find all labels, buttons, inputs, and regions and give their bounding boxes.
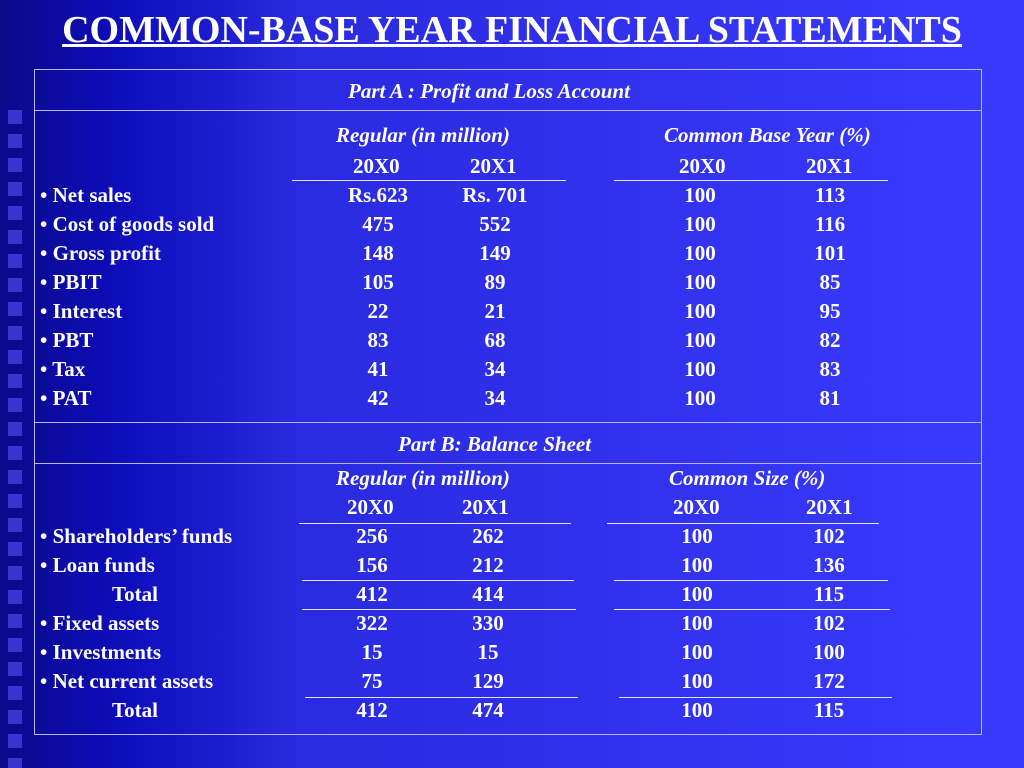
common-20x0-value: 100 — [684, 183, 716, 207]
regular-20x1-value: 552 — [479, 212, 511, 236]
regular-20x1-value: 34 — [484, 357, 506, 381]
regular-20x1-value: 330 — [472, 611, 504, 635]
regular-20x1-value: 474 — [472, 698, 504, 722]
common-20x0-value: 100 — [684, 270, 716, 294]
subtotal-line — [302, 609, 576, 610]
row-label: • Shareholders’ funds — [40, 524, 233, 548]
common-20x1-value: 172 — [813, 669, 845, 693]
regular-20x0-value: 475 — [362, 212, 394, 236]
regular-20x1-value: Rs. 701 — [462, 183, 528, 207]
regular-20x0-value: 412 — [356, 582, 388, 606]
page-title: COMMON-BASE YEAR FINANCIAL STATEMENTS — [62, 9, 962, 51]
regular-20x0-value: 412 — [356, 698, 388, 722]
common-20x1-value: 101 — [814, 241, 846, 265]
common-20x1-value: 115 — [813, 582, 845, 606]
row-label: • Net current assets — [40, 669, 214, 693]
part-b-common-header: Common Size (%) — [669, 466, 826, 490]
regular-20x1-value: 68 — [484, 328, 506, 352]
common-20x0-value: 100 — [681, 669, 713, 693]
regular-20x1-value: 129 — [472, 669, 504, 693]
regular-20x0-value: Rs.623 — [347, 183, 409, 207]
common-20x1-value: 100 — [813, 640, 845, 664]
row-label: Total — [112, 698, 158, 722]
part-b-year-common-0: 20X0 — [673, 495, 720, 519]
regular-20x1-value: 414 — [472, 582, 504, 606]
row-label: Total — [112, 582, 158, 606]
subtotal-line — [614, 580, 888, 581]
subtotal-line — [614, 609, 890, 610]
common-20x0-value: 100 — [684, 328, 716, 352]
row-label: • PBIT — [40, 270, 102, 294]
regular-20x0-value: 322 — [356, 611, 388, 635]
regular-20x0-value: 15 — [361, 640, 383, 664]
part-a-year-regular-1: 20X1 — [470, 154, 517, 178]
common-20x0-value: 100 — [684, 357, 716, 381]
common-20x0-value: 100 — [681, 553, 713, 577]
row-label: • Interest — [40, 299, 123, 323]
part-a-common-header: Common Base Year (%) — [664, 123, 871, 147]
row-label: • Fixed assets — [40, 611, 160, 635]
row-label: • Gross profit — [40, 241, 161, 265]
common-20x0-value: 100 — [681, 640, 713, 664]
part-b-heading: Part B: Balance Sheet — [398, 432, 592, 456]
row-label: • PAT — [40, 386, 92, 410]
common-20x1-value: 82 — [819, 328, 841, 352]
common-20x0-value: 100 — [681, 698, 713, 722]
regular-20x0-value: 105 — [362, 270, 394, 294]
regular-20x0-value: 83 — [367, 328, 389, 352]
regular-20x0-value: 41 — [367, 357, 389, 381]
divider — [34, 463, 982, 464]
subtotal-line — [302, 580, 574, 581]
row-label: • Investments — [40, 640, 162, 664]
regular-20x1-value: 262 — [472, 524, 504, 548]
part-b-regular-header: Regular (in million) — [336, 466, 510, 490]
header-underline — [292, 180, 566, 181]
common-20x0-value: 100 — [681, 524, 713, 548]
common-20x1-value: 83 — [819, 357, 841, 381]
part-a-heading: Part A : Profit and Loss Account — [348, 79, 630, 103]
common-20x1-value: 113 — [814, 183, 846, 207]
common-20x0-value: 100 — [681, 611, 713, 635]
row-label: • Net sales — [40, 183, 132, 207]
part-a-regular-header: Regular (in million) — [336, 123, 510, 147]
regular-20x0-value: 75 — [361, 669, 383, 693]
divider — [34, 110, 982, 111]
part-b-year-regular-1: 20X1 — [462, 495, 509, 519]
part-b-year-common-1: 20X1 — [806, 495, 853, 519]
regular-20x0-value: 156 — [356, 553, 388, 577]
row-label: • Tax — [40, 357, 86, 381]
regular-20x1-value: 149 — [479, 241, 511, 265]
row-label: • Loan funds — [40, 553, 155, 577]
common-20x1-value: 102 — [813, 611, 845, 635]
part-a-year-regular-0: 20X0 — [353, 154, 400, 178]
part-a-year-common-0: 20X0 — [679, 154, 726, 178]
regular-20x1-value: 34 — [484, 386, 506, 410]
common-20x0-value: 100 — [681, 582, 713, 606]
regular-20x1-value: 15 — [477, 640, 499, 664]
regular-20x1-value: 212 — [472, 553, 504, 577]
regular-20x0-value: 22 — [367, 299, 389, 323]
common-20x0-value: 100 — [684, 241, 716, 265]
regular-20x0-value: 148 — [362, 241, 394, 265]
part-a-year-common-1: 20X1 — [806, 154, 853, 178]
common-20x0-value: 100 — [684, 299, 716, 323]
common-20x1-value: 136 — [813, 553, 845, 577]
common-20x0-value: 100 — [684, 386, 716, 410]
common-20x1-value: 116 — [814, 212, 846, 236]
regular-20x0-value: 256 — [356, 524, 388, 548]
common-20x1-value: 115 — [813, 698, 845, 722]
regular-20x1-value: 21 — [484, 299, 506, 323]
common-20x1-value: 95 — [819, 299, 841, 323]
row-label: • Cost of goods sold — [40, 212, 215, 236]
common-20x1-value: 81 — [819, 386, 841, 410]
decorative-squares — [0, 110, 30, 768]
common-20x1-value: 85 — [819, 270, 841, 294]
regular-20x0-value: 42 — [367, 386, 389, 410]
divider — [34, 422, 982, 423]
header-underline — [614, 180, 888, 181]
part-b-year-regular-0: 20X0 — [347, 495, 394, 519]
regular-20x1-value: 89 — [484, 270, 506, 294]
row-label: • PBT — [40, 328, 94, 352]
common-20x0-value: 100 — [684, 212, 716, 236]
common-20x1-value: 102 — [813, 524, 845, 548]
